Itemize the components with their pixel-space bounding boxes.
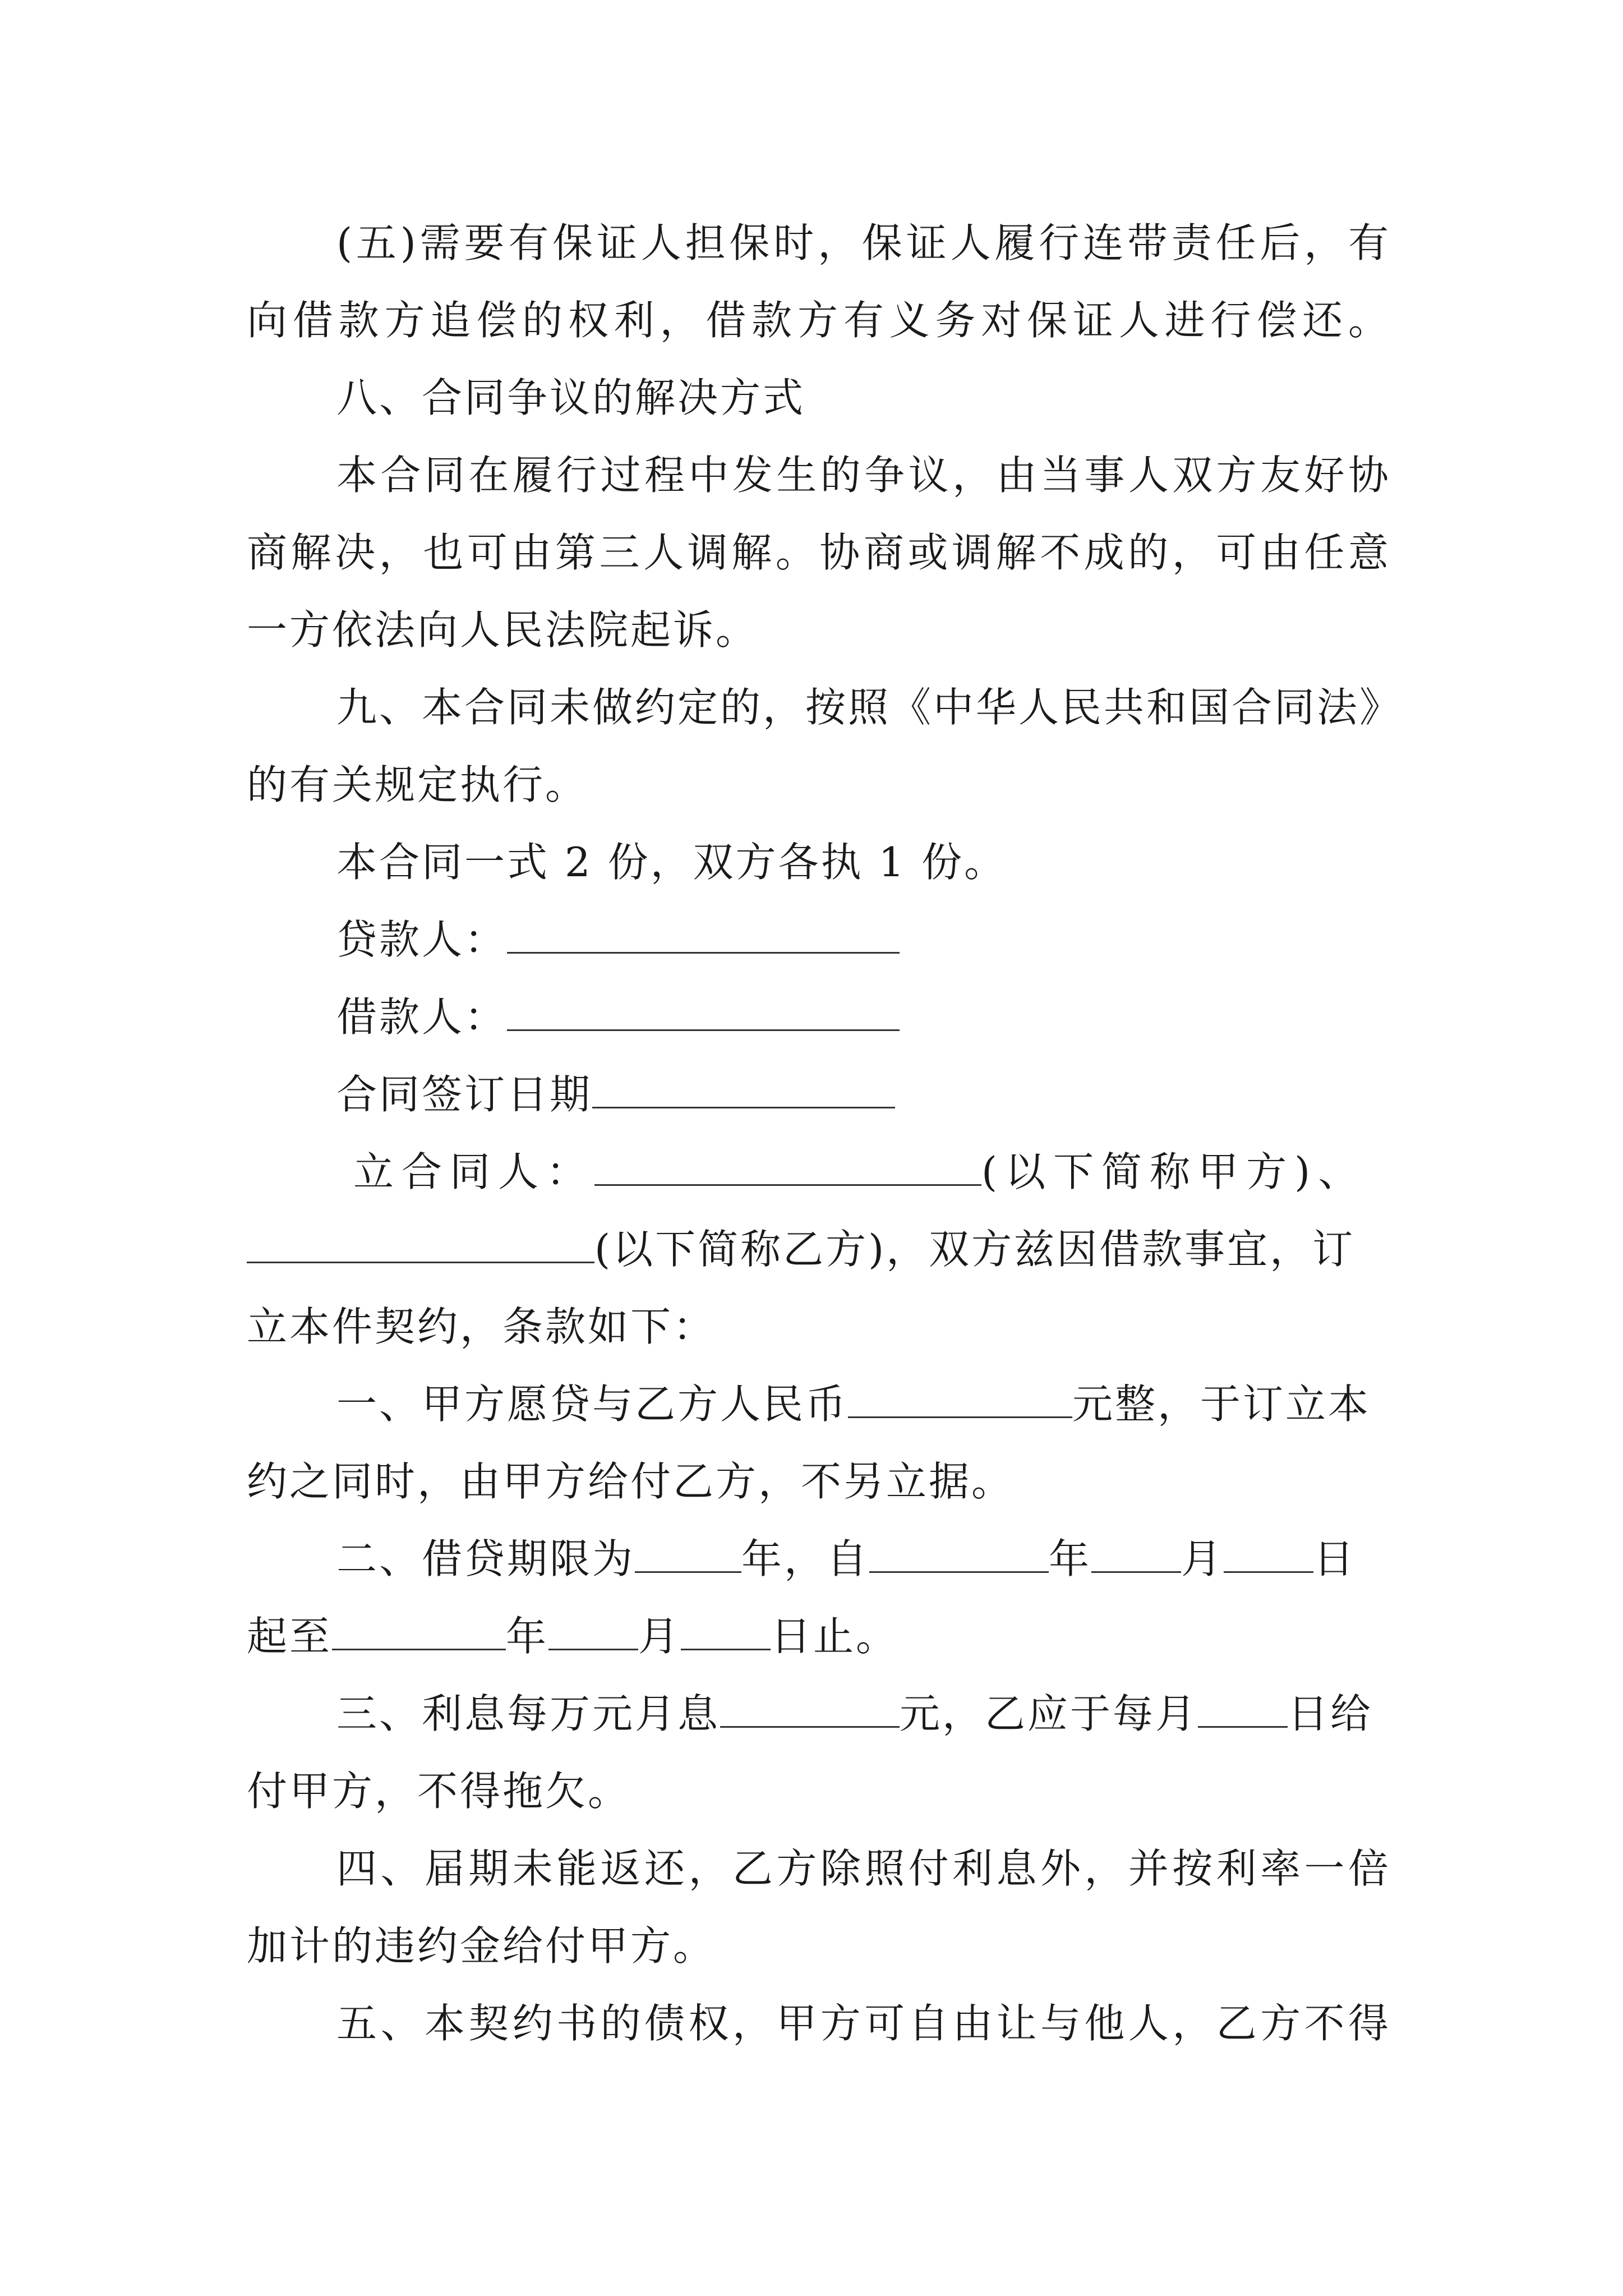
paragraph-line: 本合同一式 2 份，双方各执 1 份。 — [336, 839, 1007, 886]
lender-blank[interactable] — [507, 917, 900, 954]
paragraph-line: 五、本契约书的债权，甲方可自由让与他人，乙方不得 — [336, 2000, 1391, 2047]
party-line-1 — [353, 1147, 1391, 1197]
clause-3-text: 日给 — [1288, 1690, 1373, 1737]
borrower-signature-line — [336, 992, 1391, 1042]
clause-3-line-1 — [336, 1688, 1391, 1739]
start-day-blank[interactable] — [1224, 1536, 1313, 1573]
paragraph-line: 加计的违约金给付甲方。 — [247, 1922, 716, 1970]
start-year-blank[interactable] — [869, 1536, 1049, 1573]
paragraph-line: 约之同时，由甲方给付乙方，不另立据。 — [247, 1458, 1015, 1505]
end-month-blank[interactable] — [548, 1614, 638, 1650]
paragraph-line: 商解决，也可由第三人调解。协商或调解不成的，可由任意 — [247, 529, 1391, 576]
clause-2-text: 月 — [1181, 1535, 1224, 1582]
interest-blank[interactable] — [720, 1691, 900, 1728]
paragraph-line: 一方依法向人民法院起诉。 — [247, 606, 759, 654]
clause-2-text: 年，自 — [741, 1535, 870, 1582]
clause-2-text: 年 — [506, 1613, 549, 1660]
clause-1-line-1 — [336, 1379, 1391, 1429]
pay-day-blank[interactable] — [1198, 1691, 1288, 1728]
paragraph-line: 向借款方追偿的权利，借款方有义务对保证人进行偿还。 — [247, 297, 1391, 344]
section-heading: 八、合同争议的解决方式 — [336, 374, 806, 421]
party-b-blank[interactable] — [247, 1227, 594, 1263]
paragraph-line: 立本件契约，条款如下： — [247, 1303, 716, 1350]
sign-date-line — [336, 1069, 1391, 1120]
party-a-blank[interactable] — [594, 1149, 981, 1186]
paragraph-line: 四、届期未能返还，乙方除照付利息外，并按利率一倍 — [336, 1845, 1391, 1892]
term-years-blank[interactable] — [635, 1536, 741, 1573]
paragraph-line: 付甲方，不得拖欠。 — [247, 1768, 631, 1815]
party-a-note: (以下简称甲方)、 — [981, 1148, 1367, 1195]
clause-1-text: 一、甲方愿贷与乙方人民币 — [336, 1381, 849, 1428]
paragraph-line: 的有关规定执行。 — [247, 761, 588, 808]
paragraph-line: (五)需要有保证人担保时，保证人履行连带责任后，有 — [336, 219, 1391, 266]
clause-3-text: 三、利息每万元月息 — [336, 1690, 721, 1737]
start-month-blank[interactable] — [1091, 1536, 1181, 1573]
paragraph-line: 本合同在履行过程中发生的争议，由当事人双方友好协 — [336, 452, 1391, 499]
sign-date-label: 合同签订日期 — [336, 1071, 593, 1118]
sign-date-blank[interactable] — [592, 1072, 895, 1108]
clause-3-text: 元，乙应于每月 — [900, 1690, 1198, 1737]
borrower-label: 借款人： — [336, 993, 508, 1041]
party-line-2 — [247, 1224, 1391, 1274]
party-label: 立合同人： — [353, 1148, 595, 1195]
clause-2-text: 日 — [1313, 1535, 1357, 1582]
amount-blank[interactable] — [848, 1382, 1072, 1418]
end-year-blank[interactable] — [332, 1614, 506, 1650]
clause-2-text: 月 — [638, 1613, 681, 1660]
clause-2-text: 日止。 — [771, 1613, 899, 1660]
borrower-blank[interactable] — [507, 995, 900, 1031]
lender-label: 贷款人： — [336, 916, 508, 963]
clause-2-line-1 — [336, 1534, 1391, 1584]
clause-1-text: 元整，于订立本 — [1072, 1381, 1371, 1428]
clause-2-text: 二、借贷期限为 — [336, 1535, 635, 1582]
clause-2-text: 起至 — [247, 1613, 333, 1660]
lender-signature-line — [336, 914, 1391, 965]
clause-2-line-2 — [247, 1611, 1391, 1662]
party-b-note: (以下简称乙方)，双方兹因借款事宜，订 — [594, 1226, 1355, 1273]
paragraph-line: 九、本合同未做约定的，按照《中华人民共和国合同法》 — [336, 684, 1403, 731]
clause-2-text: 年 — [1049, 1535, 1092, 1582]
end-day-blank[interactable] — [681, 1614, 771, 1650]
